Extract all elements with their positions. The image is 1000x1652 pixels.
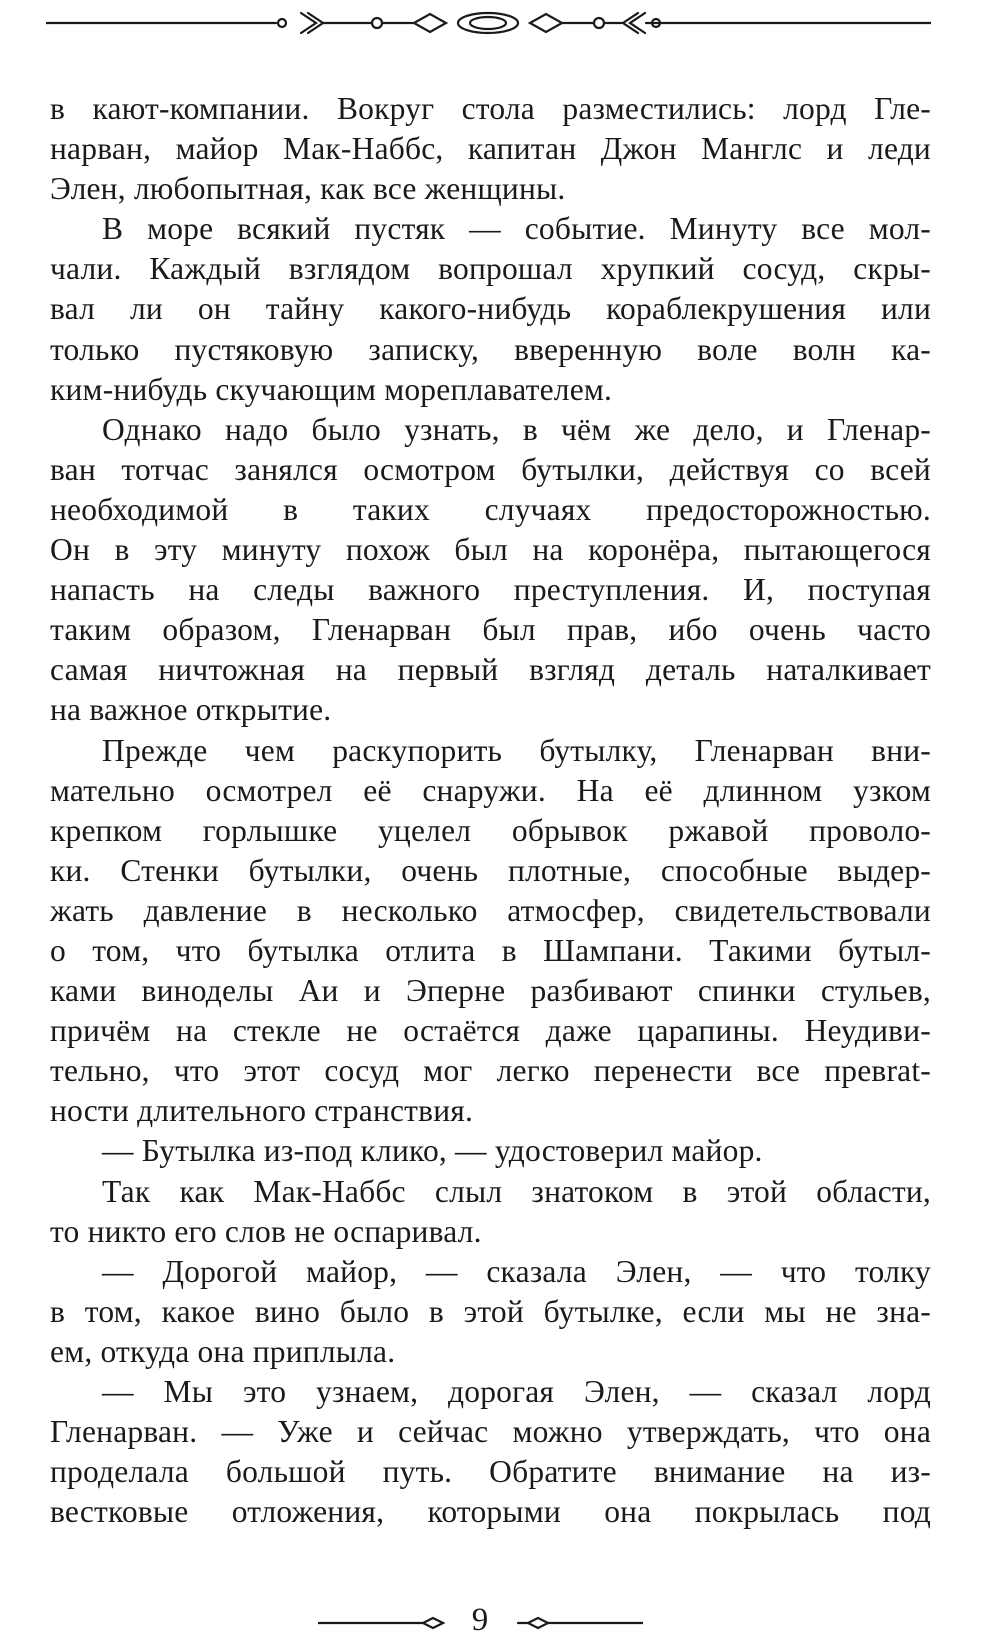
text-line: самая ничтожная на первый взгляд деталь наталкивает [50,652,931,688]
text-line: ки. Стенки бутылки, очень плотные, способные выдер- [50,852,931,888]
text-line: Гленарван. — Уже и сейчас можно утверждать, что она [50,1414,931,1450]
text-line: ности длительного странствия. [50,1093,474,1129]
page-text [50,89,931,1532]
text-line: Элен, любопытная, как все женщины. [50,171,566,207]
page-number: 9 [471,1602,489,1638]
text-line: только пустяковую записку, вверенную воле волн ка- [50,331,931,367]
text-line: Так как Мак-Наббс слыл знатоком в этой области, [102,1173,931,1209]
text-line: ким-нибудь скучающим мореплавателем. [50,371,613,407]
text-line: то никто его слов не оспаривал. [50,1213,482,1249]
text-line: проделала большой путь. Обратите внимание на из- [50,1454,931,1490]
text-line: жать давление в несколько атмосфер, свидетельствовали [50,892,931,928]
text-line: о том, что бутылка отлита в Шампани. Такими бутыл- [50,932,931,968]
text-line: в том, какое вино было в этой бутылке, если мы не зна- [50,1293,931,1329]
top-ornament-divider [46,6,931,40]
text-line: ками виноделы Аи и Эперне разбивают спинки стульев, [50,973,931,1009]
text-line: — Дорогой майор, — сказала Элен, — что толку [102,1253,931,1289]
text-line: ем, откуда она приплыла. [50,1333,396,1369]
text-line: таким образом, Гленарван был прав, ибо очень часто [50,612,931,648]
text-line: мательно осмотрел её снаружи. На её длинном узком [50,772,931,808]
text-line: вал ли он тайну какого-нибудь кораблекрушения или [50,291,931,327]
text-line: чали. Каждый взглядом вопрошал хрупкий сосуд, скры- [50,251,931,287]
text-line: Он в эту минуту похож был на коронёра, пытающегося [50,532,931,568]
text-line: ван тотчас занялся осмотром бутылки, действуя со всей [50,451,931,487]
text-line: на важное открытие. [50,692,332,728]
text-line: в кают-компании. Вокруг стола разместились: лорд Гле- [50,91,931,126]
text-line: необходимой в таких случаях предосторожностью. [50,491,931,527]
text-line: напасть на следы важного преступления. И, поступая [50,572,931,608]
text-line: тельно, что этот сосуд мог легко перенести все превrat- [50,1053,931,1089]
text-line: Однако надо было узнать, в чём же дело, и Гленар- [102,411,931,447]
text-line: нарван, майор Мак-Наббс, капитан Джон Манглс и леди [50,131,931,167]
text-line: В море всякий пустяк — событие. Минуту все мол- [102,211,931,247]
text-line: вестковые отложения, которыми она покрылась под [50,1494,931,1530]
text-line: причём на стекле не остаётся даже царапины. Неудиви- [50,1013,931,1049]
text-line: — Мы это узнаем, дорогая Элен, — сказал лорд [102,1374,931,1409]
text-line: Прежде чем раскупорить бутылку, Гленарван вни- [102,732,931,768]
text-line: — Бутылка из-под клико, — удостоверил майор. [102,1133,763,1169]
text-line: крепком горлышке уцелел обрывок ржавой проволо- [50,812,931,848]
